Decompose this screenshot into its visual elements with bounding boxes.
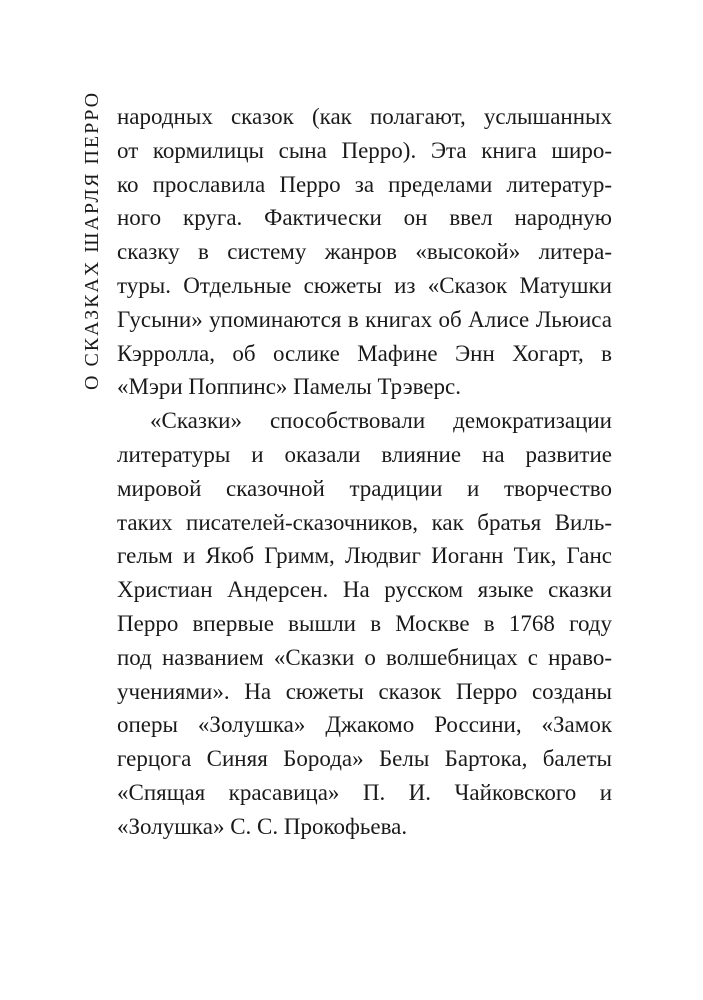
text-line: под названием «Сказки о волшебницах с нраво-: [117, 644, 612, 670]
text-line: мировой сказочной традиции и творчество: [117, 475, 612, 501]
text-line: «Сказки» способствовали демократизации: [150, 408, 612, 434]
text-line: «Золушка» С. С. Прокофьева.: [117, 813, 408, 839]
text-line: сказку в систему жанров «высокой» литера-: [117, 239, 612, 265]
text-line: ко прославила Перро за пределами литератур-: [117, 171, 612, 197]
text-line: от кормилицы сына Перро). Эта книга широ-: [117, 137, 612, 163]
text-line: ного круга. Фактически он ввел народную: [117, 205, 612, 231]
text-line: «Мэри Поппинс» Памелы Трэверс.: [117, 374, 461, 400]
text-line: таких писателей-сказочников, как братья Виль-: [117, 509, 612, 535]
paragraph-2: [117, 404, 612, 843]
text-line: Гусыни» упоминаются в книгах об Алисе Льюиса: [117, 306, 612, 332]
text-line: «Спящая красавица» П. И. Чайковского и: [117, 779, 612, 805]
text-line: литературы и оказали влияние на развитие: [117, 441, 612, 467]
text-line: герцога Синяя Борода» Белы Бартока, балеты: [117, 746, 612, 772]
running-head: О СКАЗКАХ ШАРЛЯ ПЕРРО: [81, 90, 103, 390]
text-line: туры. Отдельные сюжеты из «Сказок Матушки: [117, 272, 612, 298]
text-line: Перро впервые вышли в Москве в 1768 году: [117, 610, 612, 636]
text-line: гельм и Якоб Гримм, Людвиг Иоганн Тик, Ганс: [117, 543, 612, 569]
body-text: [117, 100, 612, 844]
paragraph-1: [117, 100, 612, 404]
text-line: Кэрролла, об ослике Мафине Энн Хогарт, в: [117, 340, 612, 366]
text-line: Христиан Андерсен. На русском языке сказки: [117, 577, 612, 603]
text-line: учениями». На сюжеты сказок Перро созданы: [117, 678, 612, 704]
text-line: народных сказок (как полагают, услышанных: [117, 104, 612, 129]
text-line: оперы «Золушка» Джакомо Россини, «Замок: [117, 712, 612, 738]
